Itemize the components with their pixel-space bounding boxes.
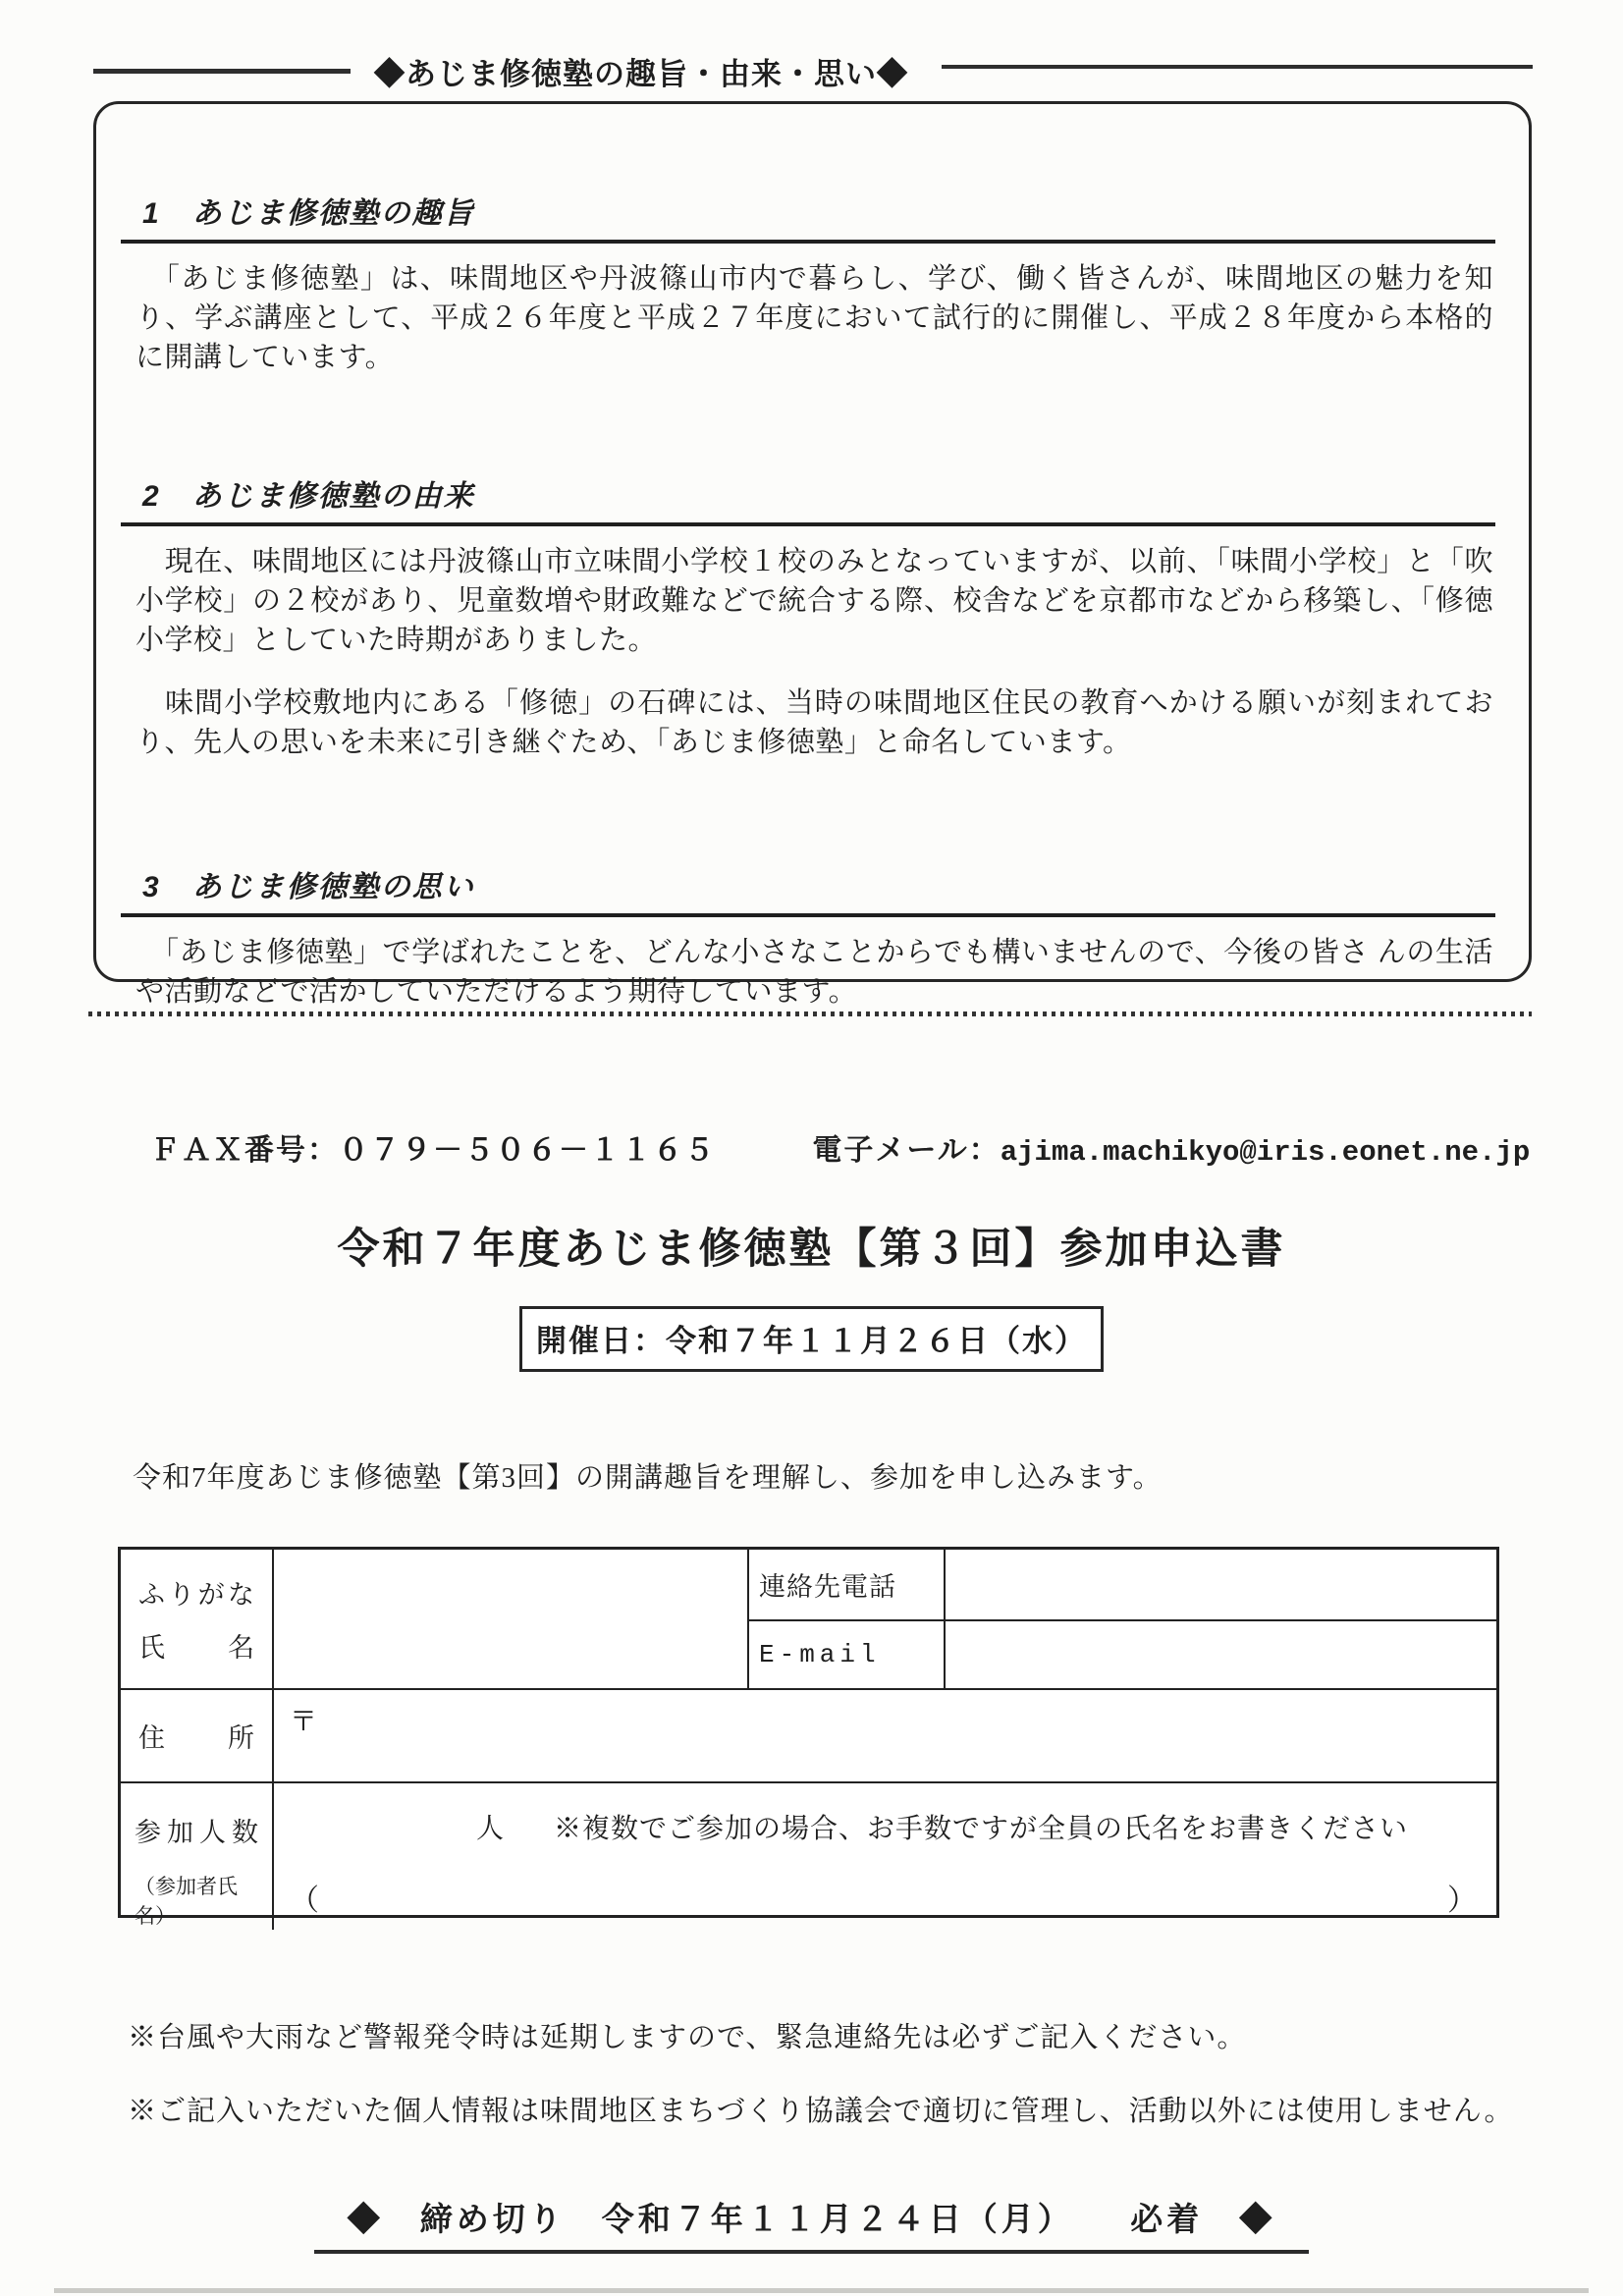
section-2-heading: 2 あじま修徳塾の由来 — [121, 471, 1495, 526]
header-rule-left — [93, 69, 351, 74]
address-label-cell — [121, 1690, 274, 1783]
section-1-paragraph: 「あじま修徳塾」は、味間地区や丹波篠山市内で暮らし、学び、働く皆さんが、味間地区の魅力を知り、学ぶ講座として、平成２６年度と平成２７年度において試行的に開催し、平成２８年度から本格的に開講しています。 — [135, 263, 1493, 373]
participants-note: ※複数でご参加の場合、お手数ですが全員の氏名をお書きください — [554, 1814, 1409, 1844]
name-input-cell[interactable] — [274, 1550, 749, 1690]
participants-count-line — [274, 1807, 1496, 1846]
email-address: ajima.machikyo@iris.eonet.ne.jp — [1000, 1136, 1531, 1169]
name-label-cell — [121, 1550, 274, 1690]
deadline-text: ◆ 締め切り 令和７年１１月２４日（月） 必着 ◆ — [314, 2194, 1310, 2254]
address-label: 住所 — [138, 1723, 254, 1753]
phone-label-cell: 連絡先電話 — [749, 1550, 946, 1621]
application-form-title: 令和７年度あじま修徳塾【第３回】参加申込書 — [337, 1226, 1286, 1273]
name-label: 氏名 — [138, 1633, 254, 1664]
note-weather: ※台風や大雨など警報発令時は延期しますので、緊急連絡先は必ずご記入ください。 — [128, 2022, 1247, 2053]
participants-names-line — [274, 1876, 1496, 1919]
participants-unit: 人 — [476, 1814, 505, 1844]
fax-number: ＦＡＸ番号：０７９－５０６－１１６５ — [150, 1134, 716, 1167]
phone-input-cell[interactable] — [946, 1550, 1496, 1621]
form-email-label-cell: E-mail — [749, 1621, 946, 1690]
participants-input-cell[interactable] — [274, 1783, 1496, 1930]
event-date-box: 開催日：令和７年１１月２６日（水） — [519, 1306, 1104, 1372]
paren-open: （ — [290, 1885, 319, 1917]
note-privacy: ※ご記入いただいた個人情報は味間地区まちづくり協議会で適切に管理し、活動以外には使用しません。 — [128, 2096, 1514, 2127]
application-statement: 令和7年度あじま修徳塾【第3回】の開講趣旨を理解し、参加を申し込みます。 — [133, 1462, 1163, 1494]
participants-label: 参加人数 — [135, 1818, 258, 1847]
deadline-wrap — [0, 2194, 1623, 2254]
scan-artifact-line — [54, 2288, 1589, 2293]
document-header — [93, 49, 1533, 93]
header-rule-right — [942, 65, 1533, 69]
form-email-input-cell[interactable] — [946, 1621, 1496, 1690]
event-date-wrap — [0, 1306, 1623, 1372]
section-2-paragraph-2: 味間小学校敷地内にある「修徳」の石碑には、当時の味間地区住民の教育へかける願いが刻まれており、先人の思いを未来に引き継ぐため、「あじま修徳塾」と命名しています。 — [135, 687, 1493, 758]
section-3-paragraph: 「あじま修徳塾」で学ばれたことを、どんな小さなことからでも構いませんので、今後の皆さ んの生活や活動などで活かしていただけるよう期待しています。 — [135, 937, 1493, 1008]
section-2-paragraph-1: 現在、味間地区には丹波篠山市立味間小学校１校のみとなっていますが、以前、「味間小学校」と「吹小学校」の２校があり、児童数増や財政難などで統合する際、校舎などを京都市などから移築し、「修徳小学校」としていた時期がありました。 — [135, 546, 1493, 656]
participants-label-cell — [121, 1783, 274, 1930]
address-input-cell[interactable] — [274, 1690, 1496, 1783]
dotted-separator — [88, 1011, 1532, 1016]
postal-mark: 〒 — [290, 1707, 318, 1737]
participants-sublabel: （参加者氏名） — [135, 1875, 238, 1928]
email-group — [812, 1134, 1530, 1167]
paren-close: ） — [1447, 1885, 1477, 1917]
email-label: 電子メール： — [812, 1134, 1001, 1167]
notes — [128, 2015, 1525, 2129]
contact-row — [150, 1125, 1530, 1169]
section-1-heading: 1 あじま修徳塾の趣旨 — [121, 189, 1495, 244]
document-title: ◆あじま修徳塾の趣旨・由来・思い◆ — [374, 57, 908, 91]
info-box — [93, 101, 1532, 1008]
section-3-heading: 3 あじま修徳塾の思い — [121, 862, 1495, 917]
furigana-label: ふりがな — [138, 1579, 254, 1610]
application-table — [118, 1547, 1499, 1928]
